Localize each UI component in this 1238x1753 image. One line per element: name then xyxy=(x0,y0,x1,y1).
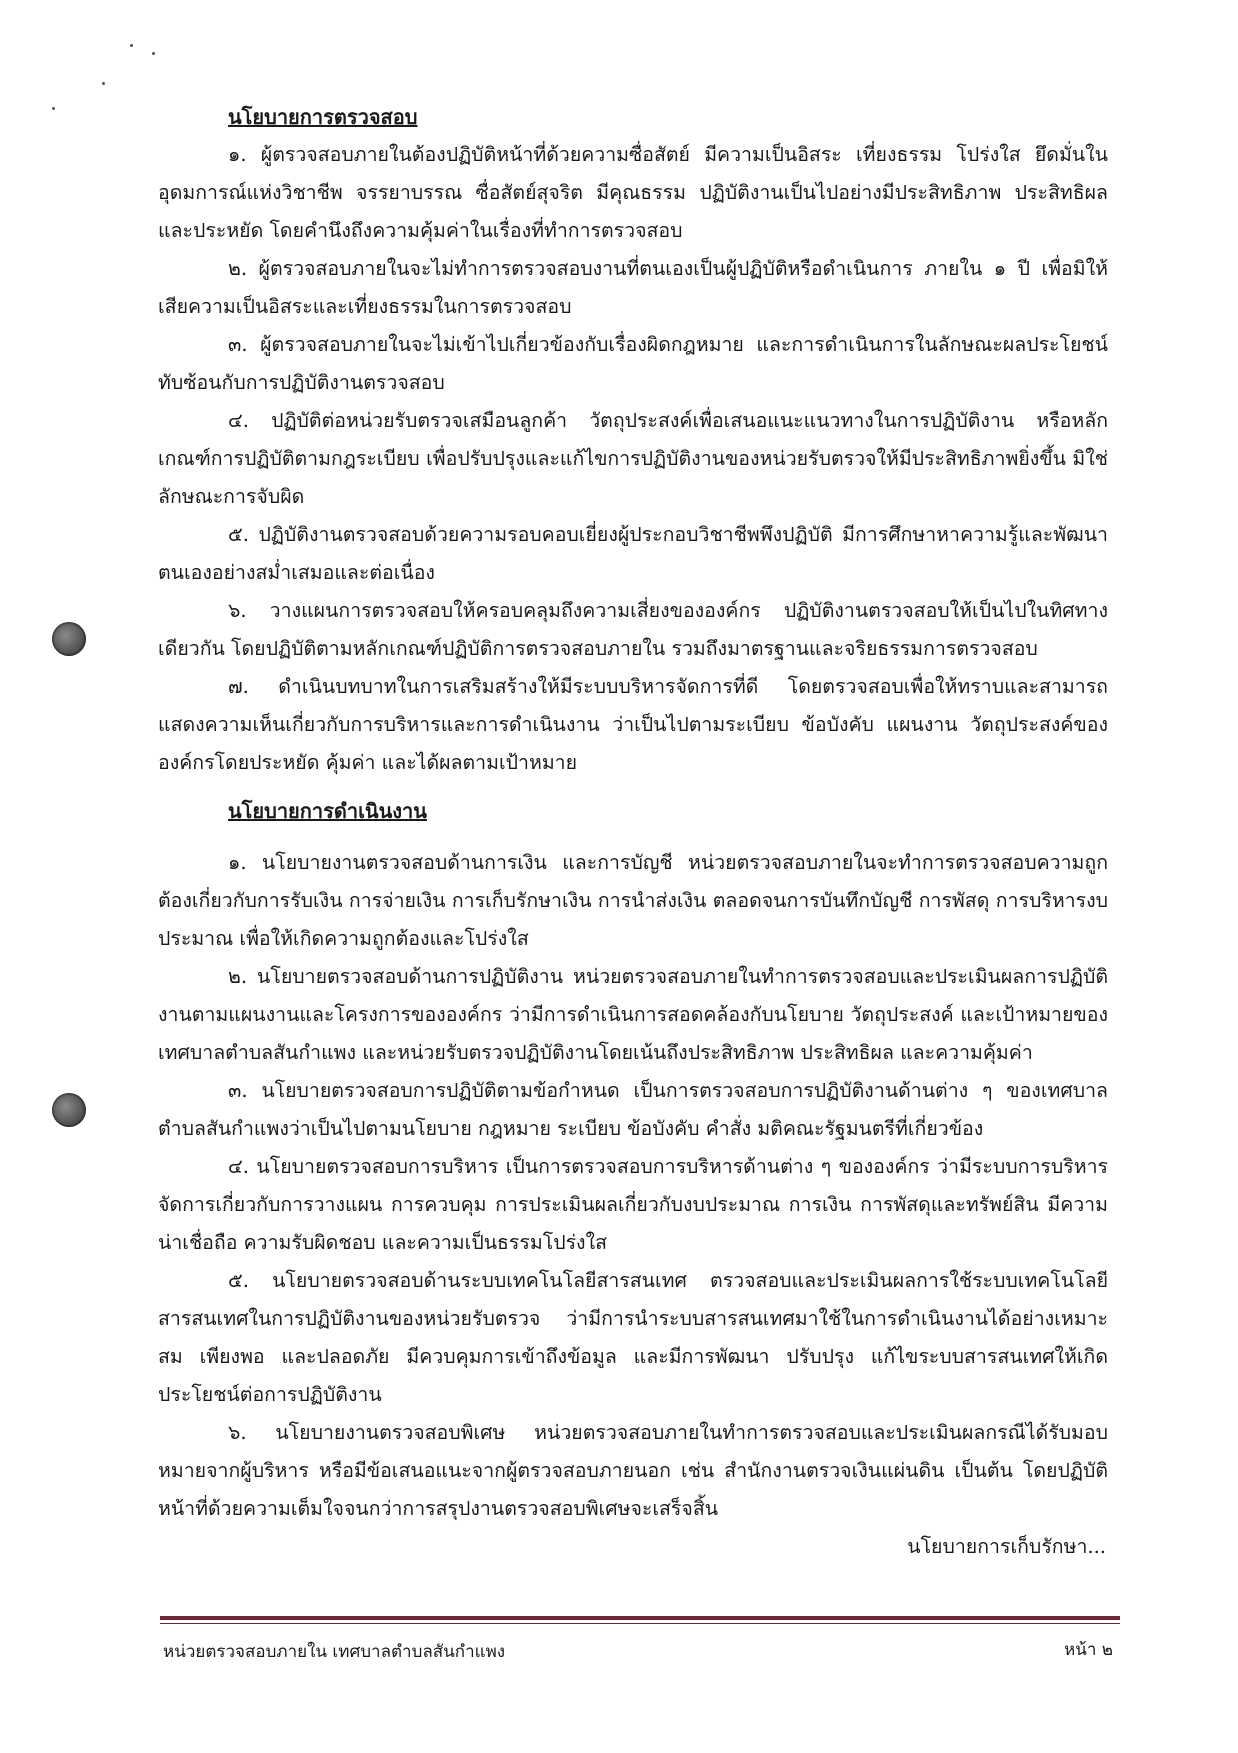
operation-policy-item-6: ๖. นโยบายงานตรวจสอบพิเศษ หน่วยตรวจสอบภายในทำการตรวจสอบและประเมินผลกรณีได้รับมอบหมายจากผู้บริหาร หรือมีข้อเสนอแนะจากผู้ตรวจสอบภายนอก เช่น สำนักงานตรวจเงินแผ่นดิน เป็นต้น โดยปฏิบัติหน้าที่ด้วยความเต็มใจจนกว่าการสรุปงานตรวจสอบพิเศษจะเสร็จสิ้น xyxy=(158,1421,1108,1520)
punch-hole xyxy=(52,1093,86,1127)
audit-policy-item-7: ๗. ดำเนินบทบาทในการเสริมสร้างให้มีระบบบริหารจัดการที่ดี โดยตรวจสอบเพื่อให้ทราบและสามารถแสดงความเห็นเกี่ยวกับการบริหารและการดำเนินงาน ว่าเป็นไปตามระเบียบ ข้อบังคับ แผนงาน วัตถุประสงค์ขององค์กรโดยประหยัด คุ้มค่า และได้ผลตามเป้าหมาย xyxy=(158,675,1108,774)
audit-policy-item-6: ๖. วางแผนการตรวจสอบให้ครอบคลุมถึงความเสี่ยงขององค์กร ปฏิบัติงานตรวจสอบให้เป็นไปในทิศทางเดียวกัน โดยปฏิบัติตามหลักเกณฑ์ปฏิบัติการตรวจสอบภายใน รวมถึงมาตรฐานและจริยธรรมการตรวจสอบ xyxy=(158,599,1108,660)
operation-policy-item-4: ๔. นโยบายตรวจสอบการบริหาร เป็นการตรวจสอบการบริหารด้านต่าง ๆ ขององค์กร ว่ามีระบบการบริหารจัดการเกี่ยวกับการวางแผน การควบคุม การประเมินผลเกี่ยวกับงบประมาณ การเงิน การพัสดุและทรัพย์สิน มีความน่าเชื่อถือ ความรับผิดชอบ และความเป็นธรรมโปร่งใส xyxy=(158,1155,1108,1254)
operation-policy-item-3: ๓. นโยบายตรวจสอบการปฏิบัติตามข้อกำหนด เป็นการตรวจสอบการปฏิบัติงานด้านต่าง ๆ ของเทศบาลตำบลสันกำแพงว่าเป็นไปตามนโยบาย กฎหมาย ระเบียบ ข้อบังคับ คำสั่ง มติคณะรัฐมนตรีที่เกี่ยวข้อง xyxy=(158,1079,1108,1140)
audit-policy-item-2: ๒. ผู้ตรวจสอบภายในจะไม่ทำการตรวจสอบงานที่ตนเองเป็นผู้ปฏิบัติหรือดำเนินการ ภายใน ๑ ปี เพื่อมิให้เสียความเป็นอิสระและเที่ยงธรรมในการตรวจสอบ xyxy=(158,257,1108,318)
operation-policy-heading: นโยบายการดำเนินงาน xyxy=(228,799,427,823)
audit-policy-heading: นโยบายการตรวจสอบ xyxy=(228,105,418,129)
operation-policy-item-2: ๒. นโยบายตรวจสอบด้านการปฏิบัติงาน หน่วยตรวจสอบภายในทำการตรวจสอบและประเมินผลการปฏิบัติงานตามแผนงานและโครงการขององค์กร ว่ามีการดำเนินการสอดคล้องกับนโยบาย วัตถุประสงค์ และเป้าหมายของเทศบาลตำบลสันกำแพง และหน่วยรับตรวจปฏิบัติงานโดยเน้นถึงประสิทธิภาพ ประสิทธิผล และความคุ้มค่า xyxy=(158,965,1108,1064)
audit-policy-item-3: ๓. ผู้ตรวจสอบภายในจะไม่เข้าไปเกี่ยวข้องกับเรื่องผิดกฎหมาย และการดำเนินการในลักษณะผลประโยชน์ทับซ้อนกับการปฏิบัติงานตรวจสอบ xyxy=(158,333,1108,394)
footer-unit: หน่วยตรวจสอบภายใน เทศบาลตำบลสันกำแพง xyxy=(163,1642,506,1662)
scan-speck xyxy=(102,82,105,85)
footer-rule xyxy=(160,1616,1120,1620)
footer-rule-thin xyxy=(160,1623,1120,1624)
scan-speck xyxy=(130,44,133,47)
operation-policy-section xyxy=(158,844,1108,1528)
document-body xyxy=(158,98,1108,1566)
continuation-text: นโยบายการเก็บรักษา... xyxy=(907,1535,1106,1558)
page-number: หน้า ๒ xyxy=(1064,1640,1113,1660)
audit-policy-item-4: ๔. ปฏิบัติต่อหน่วยรับตรวจเสมือนลูกค้า วัตถุประสงค์เพื่อเสนอแนะแนวทางในการปฏิบัติงาน หรือหลักเกณฑ์การปฏิบัติตามกฎระเบียบ เพื่อปรับปรุงและแก้ไขการปฏิบัติงานของหน่วยรับตรวจให้มีประสิทธิภาพยิ่งขึ้น มิใช่ลักษณะการจับผิด xyxy=(158,409,1108,508)
audit-policy-item-1: ๑. ผู้ตรวจสอบภายในต้องปฏิบัติหน้าที่ด้วยความซื่อสัตย์ มีความเป็นอิสระ เที่ยงธรรม โปร่งใส ยึดมั่นในอุดมการณ์แห่งวิชาชีพ จรรยาบรรณ ซื่อสัตย์สุจริต มีคุณธรรม ปฏิบัติงานเป็นไปอย่างมีประสิทธิภาพ ประสิทธิผล และประหยัด โดยคำนึงถึงความคุ้มค่าในเรื่องที่ทำการตรวจสอบ xyxy=(158,143,1108,242)
punch-hole xyxy=(52,622,86,656)
operation-policy-item-5: ๕. นโยบายตรวจสอบด้านระบบเทคโนโลยีสารสนเทศ ตรวจสอบและประเมินผลการใช้ระบบเทคโนโลยีสารสนเทศในการปฏิบัติงานของหน่วยรับตรวจ ว่ามีการนำระบบสารสนเทศมาใช้ในการดำเนินงานได้อย่างเหมาะสม เพียงพอ และปลอดภัย มีควบคุมการเข้าถึงข้อมูล และมีการพัฒนา ปรับปรุง แก้ไขระบบสารสนเทศให้เกิดประโยชน์ต่อการปฏิบัติงาน xyxy=(158,1269,1108,1406)
scan-speck xyxy=(52,107,55,110)
operation-policy-item-1: ๑. นโยบายงานตรวจสอบด้านการเงิน และการบัญชี หน่วยตรวจสอบภายในจะทำการตรวจสอบความถูกต้องเกี่ยวกับการรับเงิน การจ่ายเงิน การเก็บรักษาเงิน การนำส่งเงิน ตลอดจนการบันทึกบัญชี การพัสดุ การบริหารงบประมาณ เพื่อให้เกิดความถูกต้องและโปร่งใส xyxy=(158,851,1108,950)
scan-speck xyxy=(152,52,155,55)
audit-policy-section xyxy=(158,136,1108,782)
audit-policy-item-5: ๕. ปฏิบัติงานตรวจสอบด้วยความรอบคอบเยี่ยงผู้ประกอบวิชาชีพพึงปฏิบัติ มีการศึกษาหาความรู้และพัฒนาตนเองอย่างสม่ำเสมอและต่อเนื่อง xyxy=(158,523,1108,584)
